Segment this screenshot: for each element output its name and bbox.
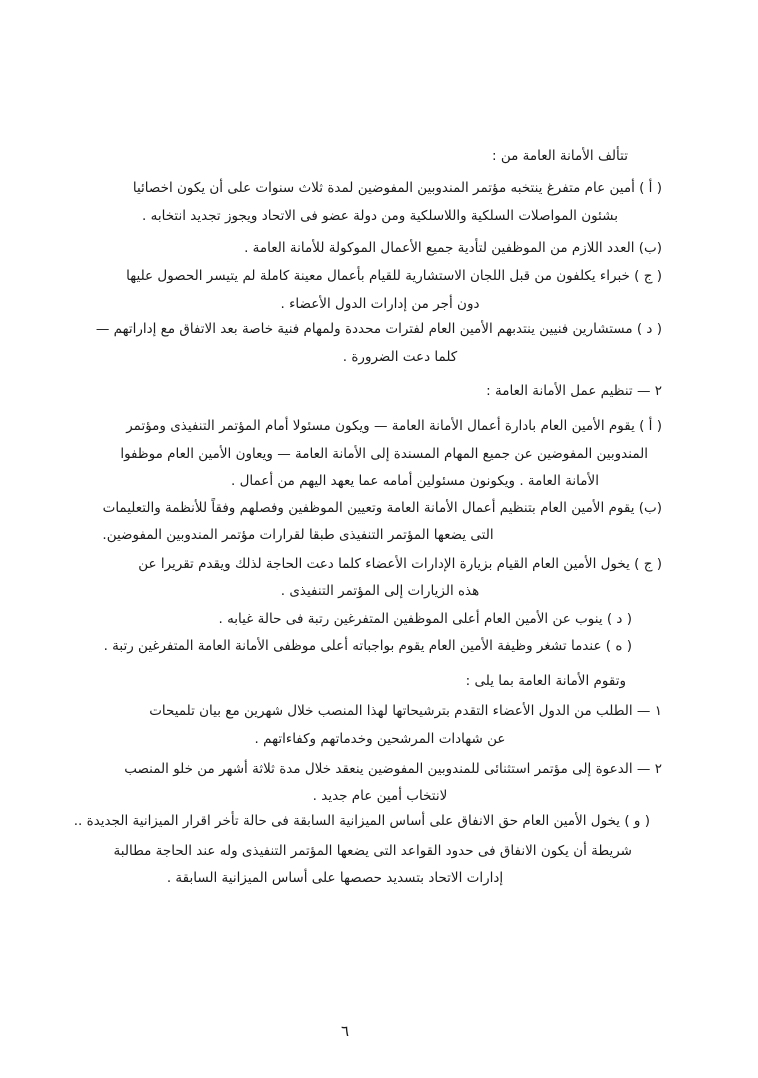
text-line-item-1: ١ — الطلب من الدول الأعضاء التقدم بترشيحاتها لهذا المنصب خلال شهرين مع بيان تلميحات [149, 703, 662, 719]
text-line-item-b1: (ب) العدد اللازم من الموظفين لتأدية جميع الأعمال الموكولة للأمانة العامة . [244, 240, 662, 256]
text-line-item-c1-cont: دون أجر من إدارات الدول الأعضاء . [280, 296, 480, 312]
text-block [73, 0, 662, 1078]
text-line-item-w-cont1: شريطة أن يكون الانفاق فى حدود القواعد التى يضعها المؤتمر التنفيذى وله عند الحاجة مطالبة [113, 843, 632, 859]
text-line-item-a1: ( أ ) أمين عام متفرغ ينتخبه مؤتمر المندوبين المفوضين لمدة ثلاث سنوات على أن يكون اخصائيا [132, 180, 662, 196]
duties-intro-line: وتقوم الأمانة العامة بما يلى : [465, 673, 626, 689]
text-line-item-a2-cont2: الأمانة العامة . ويكونون مسئولين أمامه عما يعهد اليهم من أعمال . [231, 473, 599, 489]
text-line-item-c2: ( ج ) يخول الأمين العام القيام بزيارة الإدارات الأعضاء كلما دعت الحاجة لذلك ويقدم تقريرا عن [138, 556, 662, 572]
text-line-item-b2: (ب) يقوم الأمين العام بتنظيم أعمال الأمانة العامة وتعيين الموظفين وفصلهم وفقاً للأنظمة والتعليمات [102, 500, 662, 516]
text-line-item-a1-cont: بشئون المواصلات السلكية واللاسلكية ومن دولة عضو فى الاتحاد ويجوز تجديد انتخابه . [142, 208, 618, 224]
section-heading: ٢ — تنظيم عمل الأمانة العامة : [486, 383, 662, 399]
text-line-item-d1: ( د ) مستشارين فنيين ينتدبهم الأمين العام لفترات محددة ولمهام فنية خاصة بعد الاتفاق مع إداراتهم — [95, 321, 662, 337]
text-line-item-w-cont2: إدارات الاتحاد بتسديد حصصها على أساس الميزانية السابقة . [166, 870, 504, 886]
text-line-item-a2-cont1: المندوبين المفوضين عن جميع المهام المسندة إلى الأمانة العامة — ويعاون الأمين العام موظفوا [120, 446, 648, 462]
text-line-item-b2-cont: التى يضعها المؤتمر التنفيذى طبقا لقرارات مؤتمر المندوبين المفوضين. [102, 527, 494, 543]
text-line-item-c1: ( ج ) خبراء يكلفون من قبل اللجان الاستشارية للقيام بأعمال معينة كاملة لم يتيسر الحصول عليها [126, 268, 662, 284]
text-line-item-a2: ( أ ) يقوم الأمين العام بادارة أعمال الأمانة العامة — ويكون مسئولا أمام المؤتمر التنفيذى ومؤتمر [126, 418, 662, 434]
intro-line: تتألف الأمانة العامة من : [491, 148, 628, 164]
text-line-item-dd2: ( د ) ينوب عن الأمين العام أعلى الموظفين المتفرغين رتبة فى حالة غيابه . [218, 611, 632, 627]
page-number: ٦ [340, 1022, 350, 1040]
text-line-item-2-cont: لانتخاب أمين عام جديد . [312, 788, 448, 804]
text-line-item-d1-cont: كلما دعت الضرورة . [342, 349, 458, 365]
text-line-item-c2-cont: هذه الزيارات إلى المؤتمر التنفيذى . [280, 583, 480, 599]
text-line-item-2: ٢ — الدعوة إلى مؤتمر استثنائى للمندوبين المفوضين ينعقد خلال مدة ثلاثة أشهر من خلو المنصب [124, 761, 662, 777]
text-line-item-1-cont: عن شهادات المرشحين وخدماتهم وكفاءاتهم . [254, 731, 506, 747]
text-line-item-w: ( و ) يخول الأمين العام حق الانفاق على أساس الميزانية السابقة فى حالة تأخر اقرار الميزانية الجديدة .. [73, 813, 650, 829]
text-line-item-h2: ( ه ) عندما تشغر وظيفة الأمين العام يقوم بواجباته أعلى موظفى الأمانة العامة المتفرغين رتبة . [103, 638, 632, 654]
